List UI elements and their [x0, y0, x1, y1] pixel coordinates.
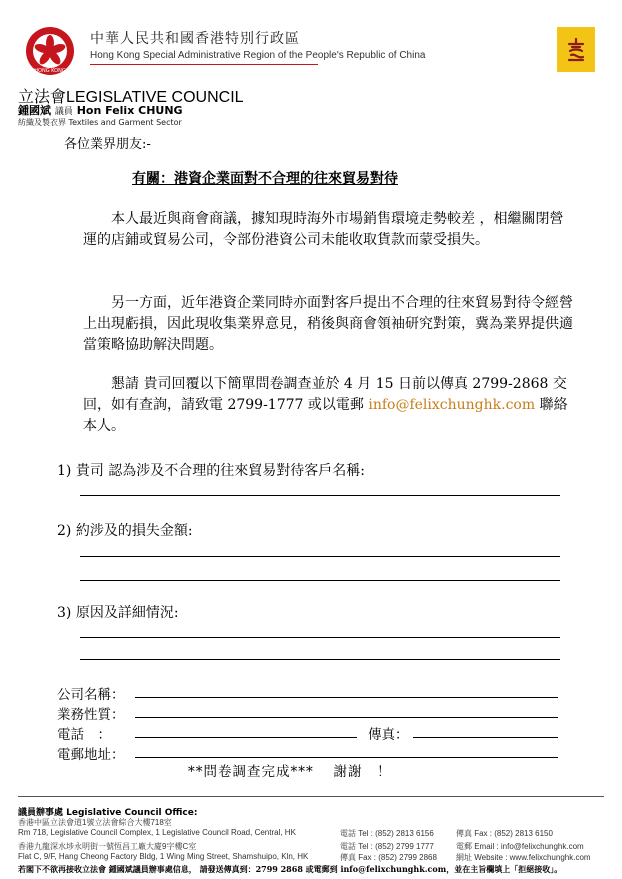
email-label: 電郵地址：: [57, 747, 125, 763]
gov-name-zh: 中華人民共和國香港特別行政區: [90, 31, 300, 47]
answer-line-3b[interactable]: [80, 659, 560, 660]
fax-field[interactable]: [413, 737, 558, 738]
hksar-emblem: [25, 26, 75, 76]
gov-name-en: Hong Kong Special Administrative Region of the People's Republic of China: [90, 50, 426, 61]
emblem-text: HONG KONG: [34, 68, 66, 74]
office-title: 議員辦事處 Legislative Council Office:: [18, 808, 198, 818]
address-2-en: Flat C, 9/F, Hang Cheong Factory Bldg, 1 Wing Ming Street, Shamshuipo, Kln, HK: [18, 852, 309, 861]
member-name-en: Hon Felix CHUNG: [76, 104, 183, 117]
paragraph-2: [83, 293, 573, 356]
address-1-en: Rm 718, Legislative Council Complex, 1 Legislative Council Road, Central, HK: [18, 828, 296, 837]
letter-subject: 有關：港資企業面對不合理的往來貿易對待: [132, 171, 398, 187]
member-role-zh: 議員: [54, 107, 73, 117]
business-field[interactable]: [135, 717, 558, 718]
tel-1: 電話 Tel : (852) 2813 6156: [340, 829, 434, 838]
answer-line-3a[interactable]: [80, 637, 560, 638]
email-link[interactable]: info@felixchunghk.com: [368, 397, 536, 413]
paragraph-3-text-b: 聯絡本人。: [83, 397, 568, 434]
header-divider: [90, 64, 318, 65]
paragraph-3: [83, 374, 573, 437]
member-name-zh: 鍾國斌: [18, 104, 51, 117]
phone-field[interactable]: [135, 737, 357, 738]
greeting: 各位業界朋友:-: [64, 137, 151, 152]
footer-divider: [18, 796, 604, 797]
email-field[interactable]: [135, 757, 558, 758]
council-title: 立法會LEGISLATIVE COUNCIL: [18, 89, 244, 106]
website: 網址 Website : www.felixchunghk.com: [456, 853, 591, 862]
unsubscribe-note: 若閣下不欲再接收立法會 鍾國斌議員辦事處信息， 請發送傳真到：2799 2868 或電郵到 info@felixchunghk.com，並在主旨欄填上「拒絕接收」。: [18, 864, 563, 874]
answer-line-2b[interactable]: [80, 580, 560, 581]
fax-2: 傳真 Fax : (852) 2799 2868: [340, 853, 437, 862]
answer-line-2a[interactable]: [80, 556, 560, 557]
address-1-zh: 香港中區立法會道1號立法會綜合大樓718室: [18, 818, 172, 827]
paragraph-3-text-a: 懇請 貴司回覆以下簡單問卷調查並於 4 月 15 日前以傳真 2799-2868 交回，如有查詢，請致電 2799-1777 或以電郵: [83, 376, 567, 413]
fax-1: 傳真 Fax : (852) 2813 6150: [456, 829, 553, 838]
address-2-zh: 香港九龍深水埗永明街一號恆昌工廠大廈9字樓C室: [18, 842, 197, 851]
question-3: 3) 原因及詳細情況:: [57, 605, 179, 621]
company-label: 公司名稱：: [57, 687, 125, 703]
tel-2: 電話 Tel : (852) 2799 1777: [340, 842, 434, 851]
fax-label: 傳真：: [368, 727, 409, 743]
email-line: 電郵 Email : info@felixchunghk.com: [456, 842, 584, 851]
question-1: 1) 貴司 認為涉及不合理的往來貿易對待客戶名稱:: [57, 463, 365, 479]
paragraph-1-text: 本人最近與商會商議，據知現時海外市場銷售環境走勢較差 ，相繼關閉營運的店鋪或貿易公司，令部份港資公司未能收取貨款而蒙受損失。: [83, 211, 564, 248]
legco-logo-icon: [557, 27, 595, 72]
company-field[interactable]: [135, 697, 558, 698]
paragraph-1: [83, 209, 573, 251]
question-2: 2) 約涉及的損失金額:: [57, 523, 193, 539]
phone-label: 電話 ：: [57, 727, 111, 743]
sector-label: 紡織及製衣界 Textiles and Garment Sector: [18, 118, 182, 127]
answer-line-1a[interactable]: [80, 495, 560, 496]
closing-text: **問卷調查完成*** 謝謝 ！: [188, 764, 392, 780]
member-name: [18, 102, 183, 118]
business-label: 業務性質：: [57, 707, 125, 723]
paragraph-2-text: 另一方面，近年港資企業同時亦面對客戶提出不合理的往來貿易對待令經營上出現虧損，因此現收集業界意見，稍後與商會領袖研究對策，冀為業界提供適當策略協助解決問題。: [83, 295, 573, 353]
